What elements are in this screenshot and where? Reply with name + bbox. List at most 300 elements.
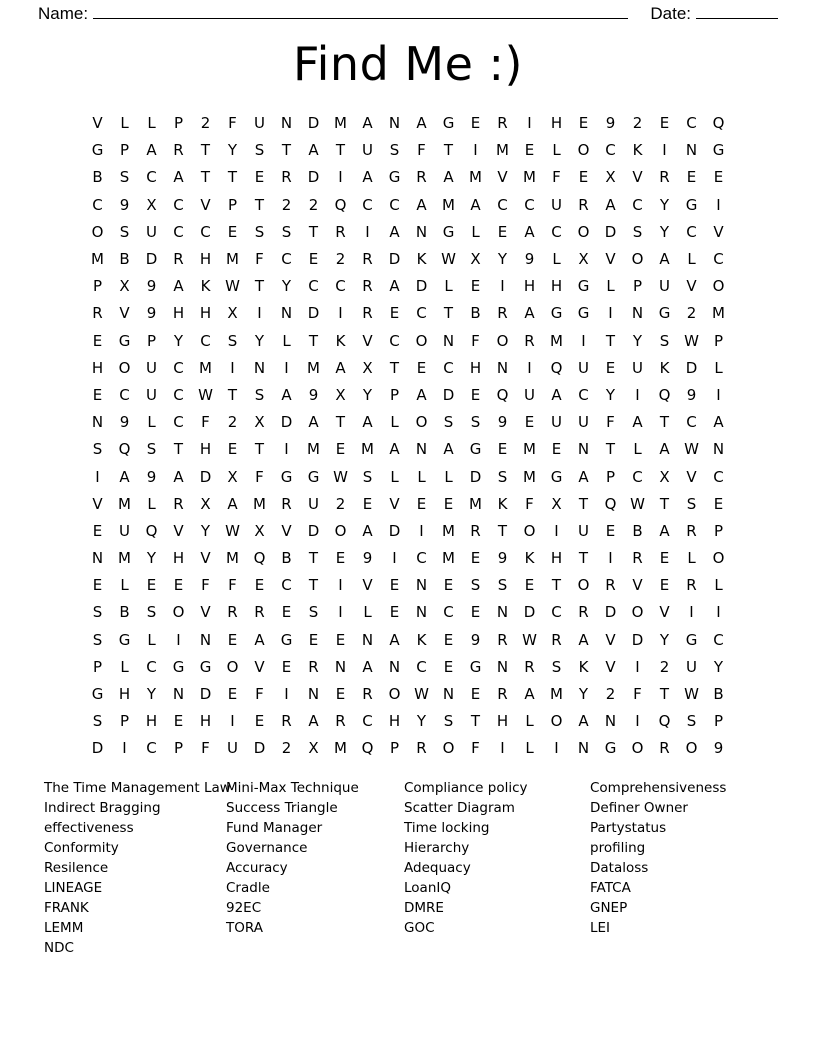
- grid-cell[interactable]: R: [173, 141, 184, 160]
- grid-cell[interactable]: V: [497, 168, 508, 187]
- grid-cell[interactable]: C: [389, 195, 400, 214]
- grid-cell[interactable]: A: [416, 195, 427, 214]
- grid-cell[interactable]: 2: [335, 494, 346, 513]
- grid-cell[interactable]: 9: [362, 549, 373, 568]
- grid-cell[interactable]: N: [712, 440, 725, 459]
- grid-cell[interactable]: X: [254, 413, 265, 432]
- word-list-item[interactable]: profiling: [590, 840, 646, 856]
- word-list-item[interactable]: FATCA: [590, 880, 631, 896]
- grid-cell[interactable]: E: [497, 440, 508, 459]
- grid-cell[interactable]: N: [199, 630, 212, 649]
- grid-cell[interactable]: A: [173, 168, 184, 187]
- grid-cell[interactable]: N: [361, 630, 374, 649]
- grid-cell[interactable]: N: [91, 549, 104, 568]
- word-list-item[interactable]: Adequacy: [404, 860, 471, 876]
- grid-cell[interactable]: D: [415, 277, 428, 296]
- grid-cell[interactable]: 9: [497, 413, 508, 432]
- grid-cell[interactable]: R: [362, 304, 373, 323]
- grid-cell[interactable]: E: [416, 358, 427, 377]
- grid-cell[interactable]: Q: [334, 195, 347, 214]
- grid-cell[interactable]: T: [308, 549, 319, 568]
- grid-cell[interactable]: Q: [658, 712, 671, 731]
- grid-cell[interactable]: L: [282, 331, 291, 350]
- grid-cell[interactable]: P: [713, 521, 724, 540]
- grid-cell[interactable]: C: [551, 603, 562, 622]
- grid-cell[interactable]: I: [176, 630, 181, 649]
- grid-cell[interactable]: T: [200, 168, 211, 187]
- grid-cell[interactable]: L: [120, 114, 129, 133]
- grid-cell[interactable]: 2: [335, 250, 346, 269]
- grid-cell[interactable]: Y: [254, 331, 265, 350]
- grid-cell[interactable]: K: [416, 250, 427, 269]
- grid-cell[interactable]: I: [392, 549, 397, 568]
- grid-cell[interactable]: H: [172, 304, 185, 323]
- grid-cell[interactable]: W: [630, 494, 645, 513]
- grid-cell[interactable]: P: [632, 277, 643, 296]
- grid-cell[interactable]: A: [308, 141, 319, 160]
- grid-cell[interactable]: K: [524, 549, 535, 568]
- word-list-item[interactable]: TORA: [226, 920, 263, 936]
- grid-cell[interactable]: Q: [658, 385, 671, 404]
- grid-cell[interactable]: C: [146, 739, 157, 758]
- grid-cell[interactable]: C: [173, 413, 184, 432]
- grid-cell[interactable]: F: [525, 494, 534, 513]
- grid-cell[interactable]: P: [92, 277, 103, 296]
- grid-cell[interactable]: I: [635, 712, 640, 731]
- grid-cell[interactable]: 2: [200, 114, 211, 133]
- grid-cell[interactable]: S: [92, 712, 103, 731]
- grid-cell[interactable]: A: [362, 521, 373, 540]
- grid-cell[interactable]: C: [362, 195, 373, 214]
- grid-cell[interactable]: R: [686, 521, 697, 540]
- grid-cell[interactable]: C: [308, 277, 319, 296]
- grid-cell[interactable]: I: [500, 739, 505, 758]
- grid-cell[interactable]: G: [469, 440, 482, 459]
- grid-cell[interactable]: N: [415, 440, 428, 459]
- grid-cell[interactable]: C: [200, 222, 211, 241]
- grid-cell[interactable]: 9: [146, 467, 157, 486]
- grid-cell[interactable]: U: [146, 222, 157, 241]
- grid-cell[interactable]: A: [551, 385, 562, 404]
- grid-cell[interactable]: X: [308, 739, 319, 758]
- grid-cell[interactable]: E: [443, 657, 454, 676]
- grid-cell[interactable]: I: [581, 331, 586, 350]
- grid-cell[interactable]: E: [227, 630, 238, 649]
- grid-cell[interactable]: M: [712, 304, 725, 323]
- grid-cell[interactable]: O: [91, 222, 104, 241]
- grid-cell[interactable]: P: [119, 141, 130, 160]
- grid-cell[interactable]: G: [658, 304, 671, 323]
- grid-cell[interactable]: A: [659, 440, 670, 459]
- grid-cell[interactable]: L: [417, 467, 426, 486]
- grid-cell[interactable]: O: [631, 739, 644, 758]
- grid-cell[interactable]: V: [362, 576, 373, 595]
- grid-cell[interactable]: 9: [524, 250, 535, 269]
- grid-cell[interactable]: F: [606, 413, 615, 432]
- grid-cell[interactable]: F: [255, 467, 264, 486]
- grid-cell[interactable]: E: [659, 576, 670, 595]
- grid-cell[interactable]: V: [254, 657, 265, 676]
- grid-cell[interactable]: A: [119, 467, 130, 486]
- grid-cell[interactable]: I: [500, 277, 505, 296]
- grid-cell[interactable]: K: [335, 331, 346, 350]
- grid-cell[interactable]: A: [524, 222, 535, 241]
- grid-cell[interactable]: N: [388, 114, 401, 133]
- grid-cell[interactable]: A: [281, 385, 292, 404]
- grid-cell[interactable]: Q: [550, 358, 563, 377]
- grid-cell[interactable]: V: [200, 549, 211, 568]
- grid-cell[interactable]: U: [578, 413, 589, 432]
- grid-cell[interactable]: M: [523, 467, 536, 486]
- grid-cell[interactable]: S: [119, 222, 130, 241]
- grid-cell[interactable]: S: [92, 603, 103, 622]
- grid-cell[interactable]: N: [280, 114, 293, 133]
- grid-cell[interactable]: M: [334, 739, 347, 758]
- grid-cell[interactable]: R: [254, 603, 265, 622]
- grid-cell[interactable]: A: [578, 712, 589, 731]
- grid-cell[interactable]: H: [388, 712, 401, 731]
- grid-cell[interactable]: I: [716, 603, 721, 622]
- grid-cell[interactable]: 2: [308, 195, 319, 214]
- grid-cell[interactable]: U: [659, 277, 670, 296]
- grid-cell[interactable]: L: [147, 413, 156, 432]
- grid-cell[interactable]: 9: [146, 304, 157, 323]
- grid-cell[interactable]: M: [550, 331, 563, 350]
- grid-cell[interactable]: E: [443, 494, 454, 513]
- word-list-item[interactable]: Conformity: [44, 840, 119, 856]
- grid-cell[interactable]: T: [578, 494, 589, 513]
- grid-cell[interactable]: D: [307, 114, 320, 133]
- grid-cell[interactable]: G: [280, 467, 293, 486]
- grid-cell[interactable]: E: [281, 657, 292, 676]
- grid-cell[interactable]: E: [713, 168, 724, 187]
- grid-cell[interactable]: P: [119, 712, 130, 731]
- grid-cell[interactable]: G: [577, 304, 590, 323]
- grid-cell[interactable]: X: [227, 467, 238, 486]
- grid-cell[interactable]: 2: [659, 657, 670, 676]
- word-list-item[interactable]: LEMM: [44, 920, 84, 936]
- grid-cell[interactable]: A: [416, 385, 427, 404]
- grid-cell[interactable]: L: [147, 494, 156, 513]
- grid-cell[interactable]: E: [524, 576, 535, 595]
- grid-cell[interactable]: N: [685, 141, 698, 160]
- grid-cell[interactable]: R: [686, 576, 697, 595]
- grid-cell[interactable]: D: [604, 603, 617, 622]
- grid-cell[interactable]: A: [389, 440, 400, 459]
- grid-cell[interactable]: Y: [713, 657, 724, 676]
- grid-cell[interactable]: E: [578, 168, 589, 187]
- grid-cell[interactable]: M: [442, 195, 455, 214]
- grid-cell[interactable]: Q: [712, 114, 725, 133]
- grid-cell[interactable]: C: [443, 603, 454, 622]
- grid-cell[interactable]: R: [659, 168, 670, 187]
- grid-cell[interactable]: M: [118, 549, 131, 568]
- grid-cell[interactable]: V: [92, 494, 103, 513]
- grid-cell[interactable]: I: [122, 739, 127, 758]
- grid-cell[interactable]: K: [578, 657, 589, 676]
- grid-cell[interactable]: I: [95, 467, 100, 486]
- grid-cell[interactable]: Y: [146, 549, 157, 568]
- grid-cell[interactable]: S: [281, 222, 292, 241]
- grid-cell[interactable]: T: [659, 685, 670, 704]
- grid-cell[interactable]: 9: [119, 195, 130, 214]
- word-list-item[interactable]: 92EC: [226, 900, 262, 916]
- grid-cell[interactable]: X: [659, 467, 670, 486]
- word-list-item[interactable]: Dataloss: [590, 860, 649, 876]
- grid-cell[interactable]: C: [686, 413, 697, 432]
- grid-cell[interactable]: A: [470, 195, 481, 214]
- grid-cell[interactable]: B: [119, 250, 130, 269]
- word-list-item[interactable]: GNEP: [590, 900, 628, 916]
- grid-cell[interactable]: C: [200, 331, 211, 350]
- grid-cell[interactable]: E: [254, 576, 265, 595]
- grid-cell[interactable]: O: [442, 739, 455, 758]
- grid-cell[interactable]: 9: [686, 385, 697, 404]
- grid-cell[interactable]: U: [551, 413, 562, 432]
- grid-cell[interactable]: C: [362, 712, 373, 731]
- grid-cell[interactable]: V: [173, 521, 184, 540]
- grid-cell[interactable]: N: [280, 304, 293, 323]
- grid-cell[interactable]: A: [362, 413, 373, 432]
- grid-cell[interactable]: E: [470, 685, 481, 704]
- word-list-item[interactable]: Time locking: [404, 820, 490, 836]
- grid-cell[interactable]: V: [686, 467, 697, 486]
- grid-cell[interactable]: N: [631, 304, 644, 323]
- grid-cell[interactable]: P: [227, 195, 238, 214]
- grid-cell[interactable]: 9: [605, 114, 616, 133]
- grid-cell[interactable]: A: [335, 358, 346, 377]
- grid-cell[interactable]: R: [632, 549, 643, 568]
- grid-cell[interactable]: M: [226, 549, 239, 568]
- grid-cell[interactable]: E: [92, 521, 103, 540]
- grid-cell[interactable]: V: [605, 657, 616, 676]
- grid-cell[interactable]: A: [362, 168, 373, 187]
- grid-cell[interactable]: N: [442, 331, 455, 350]
- grid-cell[interactable]: E: [389, 603, 400, 622]
- grid-cell[interactable]: I: [257, 304, 262, 323]
- grid-cell[interactable]: I: [284, 440, 289, 459]
- word-list-item[interactable]: Indirect Bragging: [44, 800, 161, 816]
- grid-cell[interactable]: O: [631, 603, 644, 622]
- grid-cell[interactable]: E: [443, 630, 454, 649]
- grid-cell[interactable]: B: [119, 603, 130, 622]
- grid-cell[interactable]: E: [335, 440, 346, 459]
- grid-cell[interactable]: B: [92, 168, 103, 187]
- grid-cell[interactable]: 2: [686, 304, 697, 323]
- grid-cell[interactable]: I: [608, 304, 613, 323]
- grid-cell[interactable]: S: [119, 168, 130, 187]
- grid-cell[interactable]: R: [416, 739, 427, 758]
- grid-cell[interactable]: H: [550, 114, 563, 133]
- word-list-item[interactable]: Governance: [226, 840, 308, 856]
- grid-cell[interactable]: D: [631, 630, 644, 649]
- grid-cell[interactable]: E: [335, 549, 346, 568]
- grid-cell[interactable]: O: [388, 685, 401, 704]
- grid-cell[interactable]: R: [578, 603, 589, 622]
- grid-cell[interactable]: P: [173, 114, 184, 133]
- grid-cell[interactable]: M: [523, 168, 536, 187]
- grid-cell[interactable]: D: [523, 603, 536, 622]
- word-list-item[interactable]: Resilence: [44, 860, 109, 876]
- grid-cell[interactable]: A: [227, 494, 238, 513]
- grid-cell[interactable]: L: [606, 277, 615, 296]
- grid-cell[interactable]: M: [253, 494, 266, 513]
- grid-cell[interactable]: R: [362, 250, 373, 269]
- grid-cell[interactable]: O: [523, 521, 536, 540]
- grid-cell[interactable]: T: [227, 168, 238, 187]
- grid-cell[interactable]: R: [416, 168, 427, 187]
- grid-cell[interactable]: G: [280, 630, 293, 649]
- grid-cell[interactable]: L: [471, 222, 480, 241]
- grid-cell[interactable]: T: [470, 712, 481, 731]
- grid-cell[interactable]: P: [389, 739, 400, 758]
- grid-cell[interactable]: L: [147, 114, 156, 133]
- grid-cell[interactable]: T: [281, 141, 292, 160]
- word-list-item[interactable]: LoanIQ: [404, 880, 451, 896]
- grid-cell[interactable]: 9: [713, 739, 724, 758]
- grid-cell[interactable]: D: [91, 739, 104, 758]
- grid-cell[interactable]: P: [146, 331, 157, 350]
- grid-cell[interactable]: G: [550, 304, 563, 323]
- grid-cell[interactable]: T: [254, 195, 265, 214]
- grid-cell[interactable]: F: [201, 413, 210, 432]
- grid-cell[interactable]: A: [659, 250, 670, 269]
- grid-cell[interactable]: N: [415, 576, 428, 595]
- grid-cell[interactable]: I: [338, 168, 343, 187]
- grid-cell[interactable]: D: [280, 413, 293, 432]
- grid-cell[interactable]: C: [119, 385, 130, 404]
- grid-cell[interactable]: R: [362, 277, 373, 296]
- grid-cell[interactable]: G: [604, 739, 617, 758]
- grid-cell[interactable]: I: [662, 141, 667, 160]
- grid-cell[interactable]: Q: [361, 739, 374, 758]
- grid-cell[interactable]: N: [415, 222, 428, 241]
- grid-cell[interactable]: P: [713, 331, 724, 350]
- grid-cell[interactable]: C: [281, 250, 292, 269]
- grid-cell[interactable]: M: [523, 440, 536, 459]
- grid-cell[interactable]: S: [551, 657, 562, 676]
- grid-cell[interactable]: G: [91, 141, 104, 160]
- grid-cell[interactable]: C: [389, 331, 400, 350]
- grid-cell[interactable]: R: [551, 630, 562, 649]
- grid-cell[interactable]: I: [338, 304, 343, 323]
- grid-cell[interactable]: X: [254, 521, 265, 540]
- grid-cell[interactable]: H: [172, 549, 185, 568]
- grid-cell[interactable]: A: [578, 467, 589, 486]
- grid-cell[interactable]: U: [686, 657, 697, 676]
- grid-cell[interactable]: W: [684, 685, 699, 704]
- grid-cell[interactable]: I: [284, 358, 289, 377]
- word-list-item[interactable]: Hierarchy: [404, 840, 470, 856]
- grid-cell[interactable]: D: [199, 685, 212, 704]
- grid-cell[interactable]: A: [524, 685, 535, 704]
- grid-cell[interactable]: B: [632, 521, 643, 540]
- grid-cell[interactable]: M: [307, 440, 320, 459]
- grid-cell[interactable]: S: [443, 712, 454, 731]
- grid-cell[interactable]: E: [335, 630, 346, 649]
- grid-cell[interactable]: R: [470, 521, 481, 540]
- word-list-item[interactable]: GOC: [404, 920, 435, 936]
- grid-cell[interactable]: X: [335, 385, 346, 404]
- grid-cell[interactable]: H: [523, 277, 536, 296]
- grid-cell[interactable]: B: [470, 304, 481, 323]
- grid-cell[interactable]: N: [307, 685, 320, 704]
- grid-cell[interactable]: T: [497, 521, 508, 540]
- grid-cell[interactable]: E: [389, 304, 400, 323]
- grid-cell[interactable]: C: [551, 222, 562, 241]
- grid-cell[interactable]: E: [470, 385, 481, 404]
- grid-cell[interactable]: I: [716, 195, 721, 214]
- grid-cell[interactable]: U: [227, 739, 238, 758]
- grid-cell[interactable]: D: [685, 358, 698, 377]
- grid-cell[interactable]: E: [92, 331, 103, 350]
- grid-cell[interactable]: 2: [281, 739, 292, 758]
- word-list-item[interactable]: Scatter Diagram: [404, 800, 515, 816]
- grid-cell[interactable]: V: [713, 222, 724, 241]
- grid-cell[interactable]: D: [307, 304, 320, 323]
- grid-cell[interactable]: V: [119, 304, 130, 323]
- grid-cell[interactable]: M: [442, 521, 455, 540]
- grid-cell[interactable]: T: [659, 494, 670, 513]
- grid-cell[interactable]: T: [227, 385, 238, 404]
- grid-cell[interactable]: R: [92, 304, 103, 323]
- grid-cell[interactable]: S: [227, 331, 238, 350]
- grid-cell[interactable]: U: [524, 385, 535, 404]
- grid-cell[interactable]: A: [308, 712, 319, 731]
- grid-cell[interactable]: O: [496, 331, 509, 350]
- grid-cell[interactable]: A: [173, 277, 184, 296]
- word-list-item[interactable]: Fund Manager: [226, 820, 323, 836]
- grid-cell[interactable]: E: [659, 549, 670, 568]
- grid-cell[interactable]: V: [605, 250, 616, 269]
- word-list-item[interactable]: DMRE: [404, 900, 444, 916]
- grid-cell[interactable]: G: [307, 467, 320, 486]
- grid-cell[interactable]: L: [525, 739, 534, 758]
- grid-cell[interactable]: L: [120, 576, 129, 595]
- grid-cell[interactable]: A: [443, 440, 454, 459]
- grid-cell[interactable]: C: [686, 222, 697, 241]
- word-list-item[interactable]: The Time Management Law: [44, 780, 231, 796]
- grid-cell[interactable]: U: [308, 494, 319, 513]
- grid-cell[interactable]: Y: [659, 222, 670, 241]
- grid-cell[interactable]: E: [92, 576, 103, 595]
- grid-cell[interactable]: S: [686, 712, 697, 731]
- grid-cell[interactable]: A: [632, 413, 643, 432]
- grid-cell[interactable]: R: [659, 739, 670, 758]
- grid-cell[interactable]: N: [496, 603, 509, 622]
- grid-cell[interactable]: M: [469, 168, 482, 187]
- grid-cell[interactable]: R: [524, 657, 535, 676]
- grid-cell[interactable]: C: [497, 195, 508, 214]
- grid-cell[interactable]: B: [713, 685, 724, 704]
- date-blank-line[interactable]: [696, 4, 778, 19]
- grid-cell[interactable]: C: [686, 114, 697, 133]
- grid-cell[interactable]: A: [389, 277, 400, 296]
- grid-cell[interactable]: O: [172, 603, 185, 622]
- word-list-item[interactable]: Mini-Max Technique: [226, 780, 359, 796]
- grid-cell[interactable]: L: [147, 630, 156, 649]
- grid-cell[interactable]: L: [120, 657, 129, 676]
- grid-cell[interactable]: L: [525, 712, 534, 731]
- grid-cell[interactable]: E: [362, 494, 373, 513]
- grid-cell[interactable]: V: [92, 114, 103, 133]
- grid-cell[interactable]: V: [362, 331, 373, 350]
- grid-cell[interactable]: 2: [281, 195, 292, 214]
- grid-cell[interactable]: U: [362, 141, 373, 160]
- grid-cell[interactable]: A: [659, 521, 670, 540]
- word-list-item[interactable]: Cradle: [226, 880, 270, 896]
- grid-cell[interactable]: S: [92, 440, 103, 459]
